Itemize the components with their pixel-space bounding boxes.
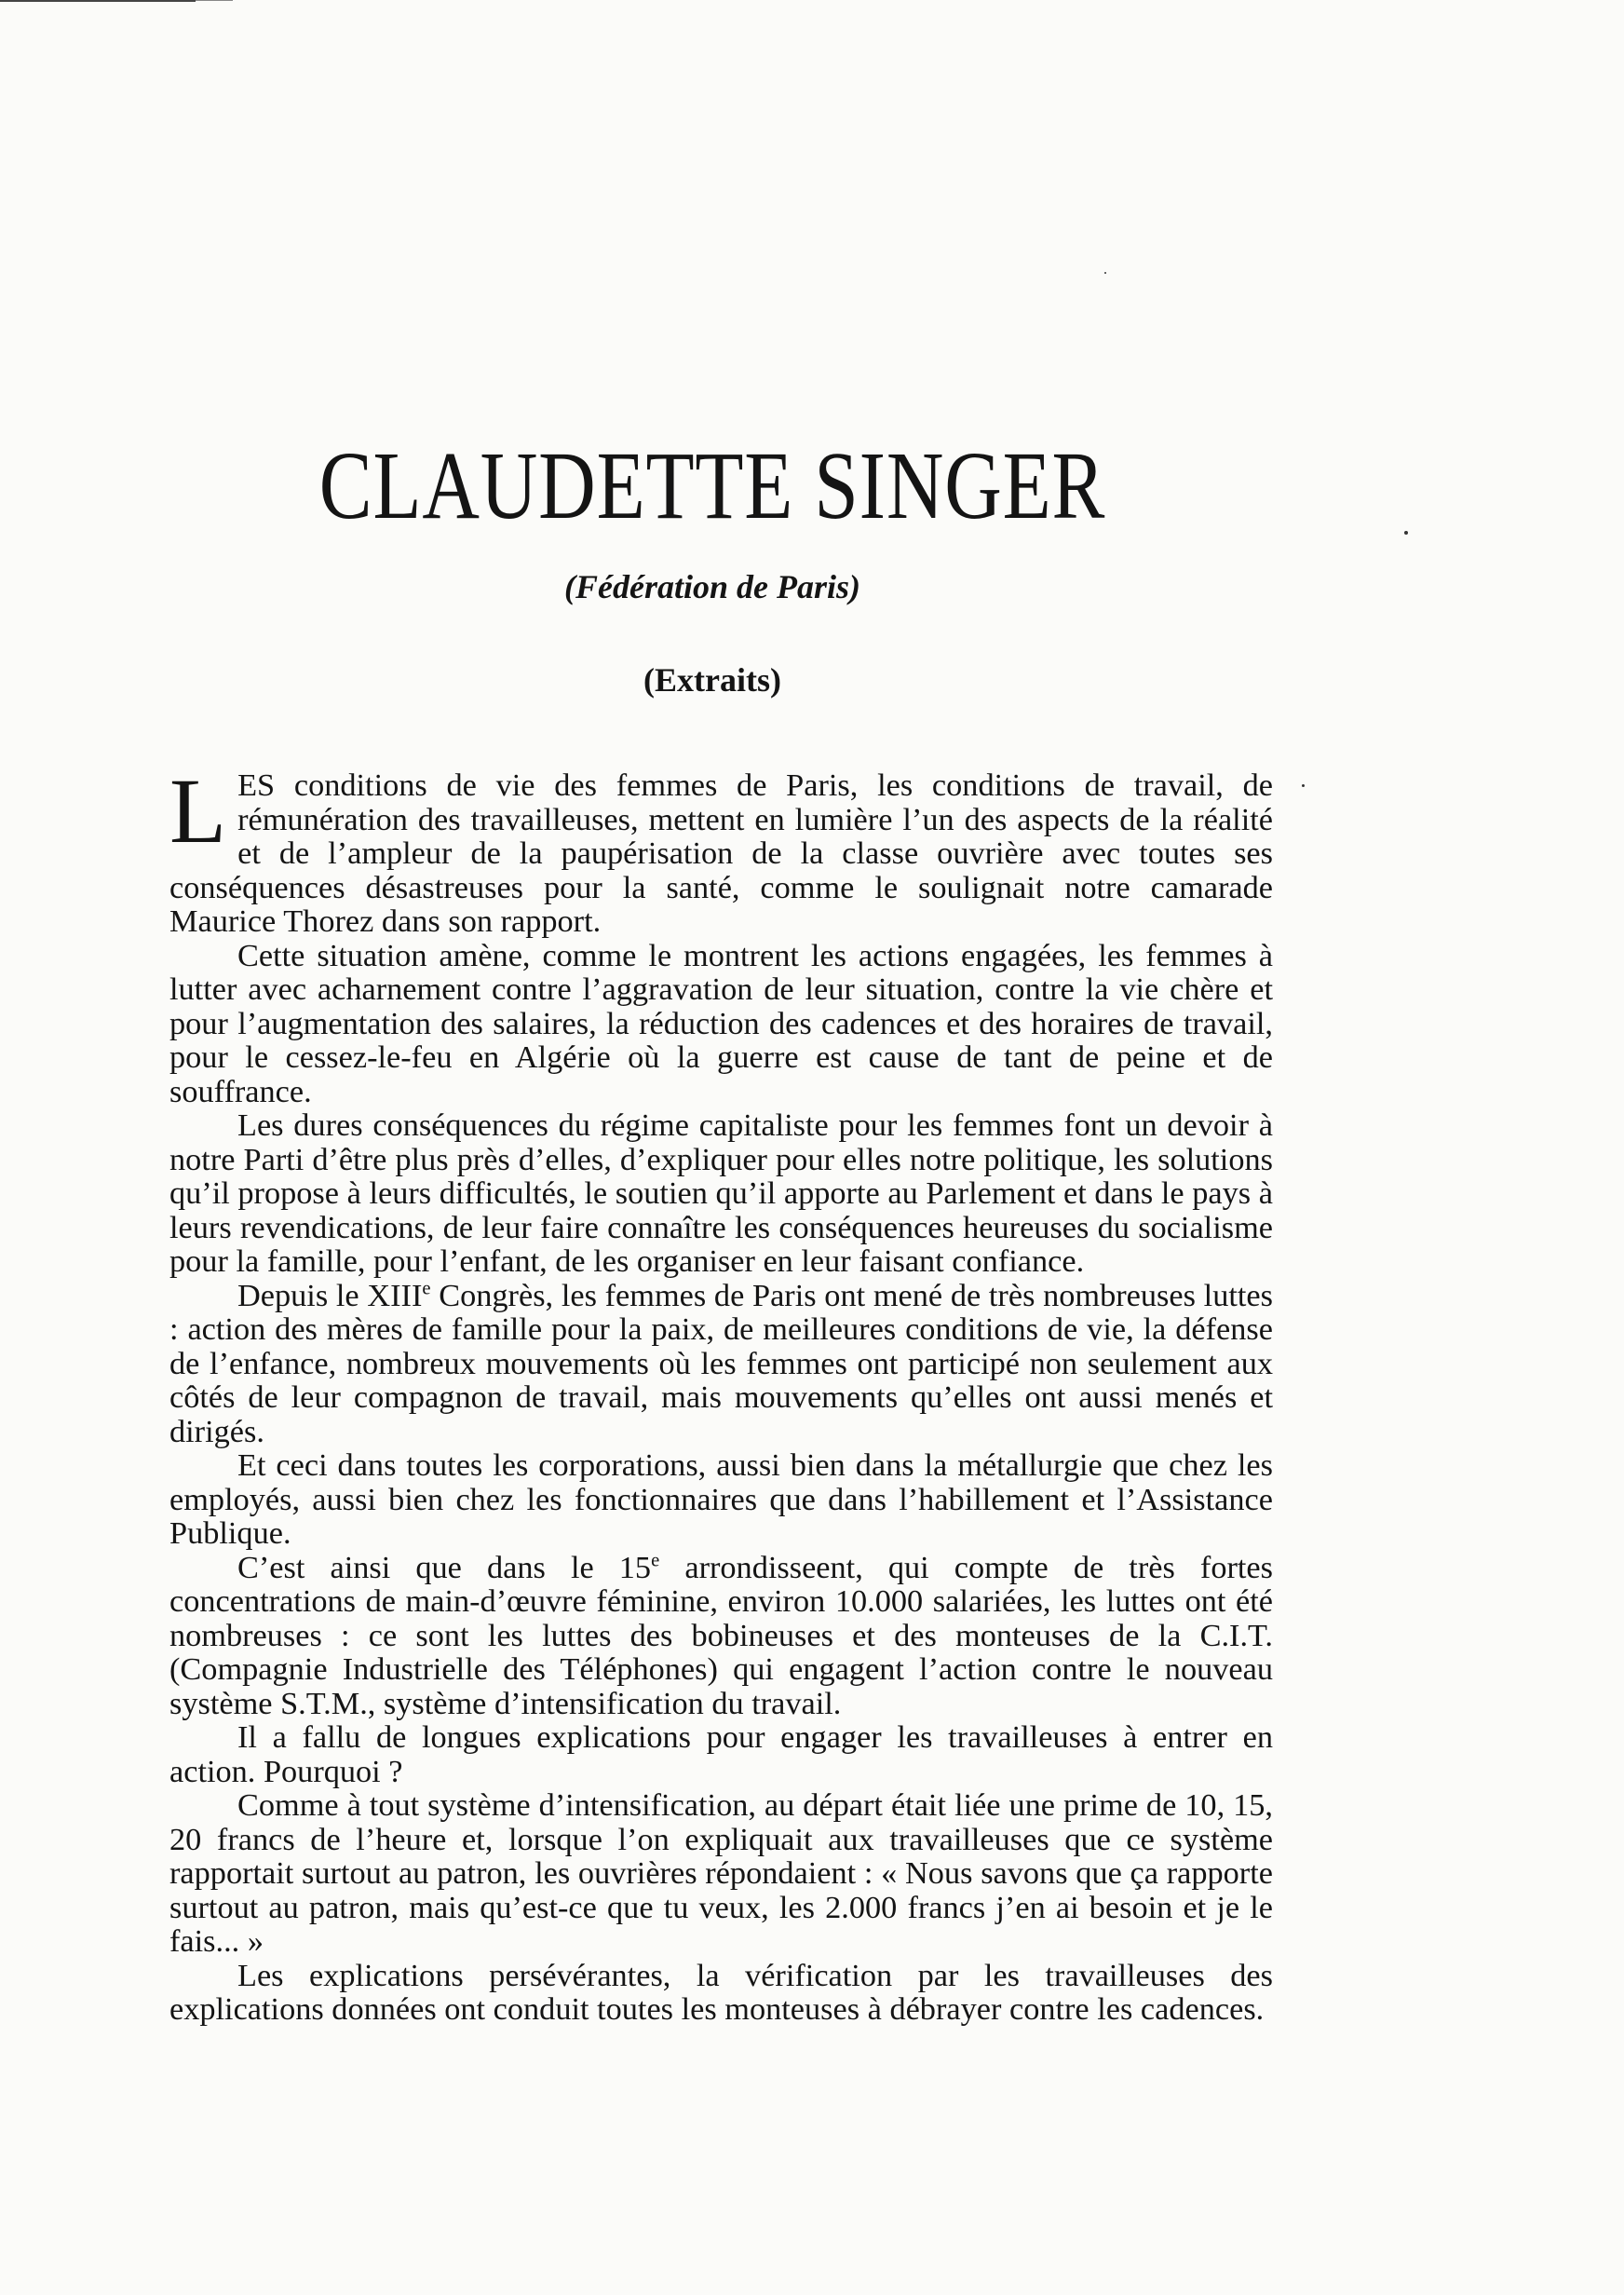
scan-speck [1302, 784, 1305, 787]
scan-speck [1404, 531, 1408, 535]
scan-speck [1104, 272, 1106, 274]
extract-label: (Extraits) [643, 661, 781, 699]
paragraph: Comme à tout système d’intensification, au départ était liée une prime de 10, 15, 20 francs de l’heure et, lorsque l’on expliquait aux travailleuses que ce système rapportait surtout au patron, les ouvrières répondaient : « Nous savons que ça rapporte surtout au patron, mais qu’est-ce que tu veux, les 2.000 francs j’en ai besoin et je le fais... » [169, 1787, 1273, 1959]
drop-cap: L [169, 759, 227, 862]
paragraph: C’est ainsi que dans le 15e arrondisseent, qui compte de très fortes concentrations de main-d’œuvre féminine, environ 10.000 salariées, les luttes ont été nombreuses : ce sont les luttes des bobineuses et des monteuses de la C.I.T. (Compagnie Industrielle des Téléphones) qui engagent l’action contre le nouveau système S.T.M., système d’intensification du travail. [169, 1549, 1274, 1721]
paragraph: Et ceci dans toutes les corporations, aussi bien dans la métallurgie que chez les employés, aussi bien chez les fonctionnaires que dans l’habillement et l’Assistance Publique. [169, 1447, 1273, 1551]
scan-edge-mark [0, 0, 196, 2]
scan-edge-mark [196, 0, 233, 1]
paragraph: Les dures conséquences du régime capitaliste pour les femmes font un devoir à notre Parti d’être plus près d’elles, d’expliquer pour elles notre politique, les solutions qu’il propose à leurs difficultés, le soutien qu’il apporte au Parlement et dans le pays à leurs revendications, de leur faire connaître les conséquences heureuses du socialisme pour la famille, pour l’enfant, de les organiser en leur faisant confiance. [169, 1107, 1273, 1279]
article-body [169, 759, 1274, 2027]
paragraph: LES conditions de vie des femmes de Paris, les conditions de travail, de rémunération des travailleuses, mettent en lumière l’un des aspects de la réalité et de l’ampleur de la paupérisation de la classe ouvrière avec toutes ses conséquences désastreuses pour la santé, comme le soulignait notre camarade Maurice Thorez dans son rapport. [169, 759, 1273, 939]
page-subtitle: (Fédération de Paris) [564, 568, 860, 605]
paragraph: Depuis le XIIIe Congrès, les femmes de Paris ont mené de très nombreuses luttes : action des mères de famille pour la paix, de meilleures conditions de vie, la défense de l’enfance, nombreux mouvements où les femmes ont participé non seulement aux côtés de leur compagnon de travail, mais mouvements qu’elles ont aussi menés et dirigés. [169, 1277, 1273, 1449]
paragraph: Cette situation amène, comme le montrent les actions engagées, les femmes à lutter avec acharnement contre l’aggravation de leur situation, contre la vie chère et pour l’augmentation des salaires, la réduction des cadences et des horaires de travail, pour le cessez-le-feu en Algérie où la guerre est cause de tant de peine et de souffrance. [169, 937, 1273, 1109]
paragraph: Les explications persévérantes, la vérification par les travailleuses des explications données ont conduit toutes les monteuses à débrayer contre les cadences. [169, 1957, 1273, 2027]
paragraph: Il a fallu de longues explications pour engager les travailleuses à entrer en action. Pourquoi ? [169, 1719, 1273, 1789]
page-title: CLAUDETTE SINGER [318, 432, 1106, 539]
